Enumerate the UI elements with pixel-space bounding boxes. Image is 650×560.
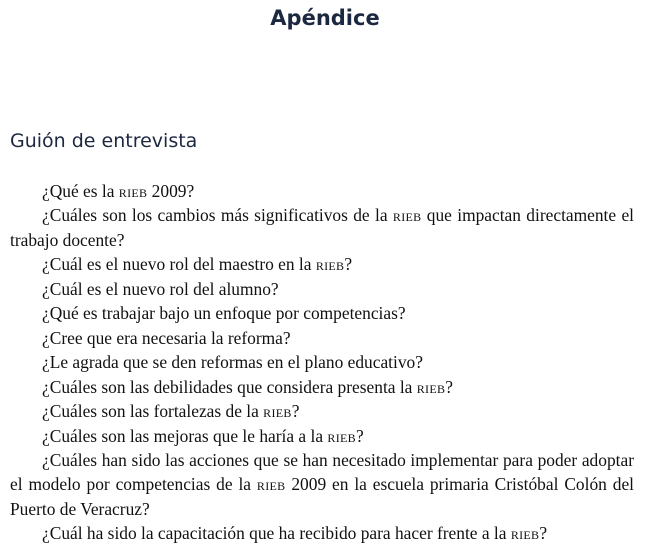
question-text: ¿Cuáles son las mejoras que le haría a la — [42, 425, 328, 446]
question-text: ¿Qué es trabajar bajo un enfoque por competencias? — [42, 303, 406, 324]
section-title: Guión de entrevista — [10, 130, 198, 152]
question-text-end: ? — [291, 401, 300, 422]
question-text: ¿Cree que era necesaria la reforma? — [42, 327, 291, 348]
question-item — [10, 424, 634, 448]
question-text: ¿Cuáles son los cambios más significativos de la — [42, 205, 393, 226]
acronym-rieb: rieb — [315, 254, 345, 275]
acronym-rieb: rieb — [392, 205, 422, 226]
question-text-end: que impactan directamente el trabajo docente? — [10, 205, 635, 250]
question-text: ¿Cuál ha sido la capacitación que ha recibido para hacer frente a la — [42, 523, 511, 544]
question-list — [10, 179, 634, 546]
question-item — [10, 448, 634, 521]
question-text: ¿Qué es la — [42, 181, 119, 201]
question-text-end: ? — [355, 425, 364, 446]
question-text: ¿Cuáles son las fortalezas de la — [42, 401, 264, 422]
question-text-end: 2009? — [147, 181, 195, 201]
acronym-rieb: rieb — [256, 474, 286, 495]
question-text-end: 2009 en la escuela primaria Cristóbal Colón del Puerto de Veracruz? — [10, 474, 634, 519]
question-text: ¿Le agrada que se den reformas en el plano educativo? — [42, 352, 423, 373]
acronym-rieb: rieb — [416, 376, 446, 397]
question-text: ¿Cuáles han sido las acciones que se han necesitado implementar para poder adoptar el modelo por competencias de la — [10, 449, 634, 495]
question-item — [10, 399, 634, 423]
acronym-rieb: rieb — [510, 523, 540, 544]
question-item — [10, 301, 634, 325]
question-item — [10, 179, 634, 203]
question-item — [10, 375, 634, 399]
question-item — [10, 252, 634, 276]
question-item — [10, 203, 634, 252]
question-text: ¿Cuáles son las debilidades que considera presenta la — [42, 376, 417, 397]
question-item — [10, 326, 634, 350]
acronym-rieb: rieb — [118, 181, 148, 201]
page-title: Apéndice — [270, 6, 380, 30]
question-item — [10, 350, 634, 374]
question-text: ¿Cuál es el nuevo rol del alumno? — [42, 278, 279, 299]
acronym-rieb: rieb — [327, 425, 356, 446]
question-item — [10, 521, 634, 545]
question-text-end: ? — [445, 376, 454, 397]
acronym-rieb: rieb — [263, 401, 292, 422]
question-text-end: ? — [344, 254, 353, 275]
question-text-end: ? — [539, 523, 548, 544]
question-text: ¿Cuál es el nuevo rol del maestro en la — [42, 254, 316, 275]
question-item — [10, 277, 634, 301]
